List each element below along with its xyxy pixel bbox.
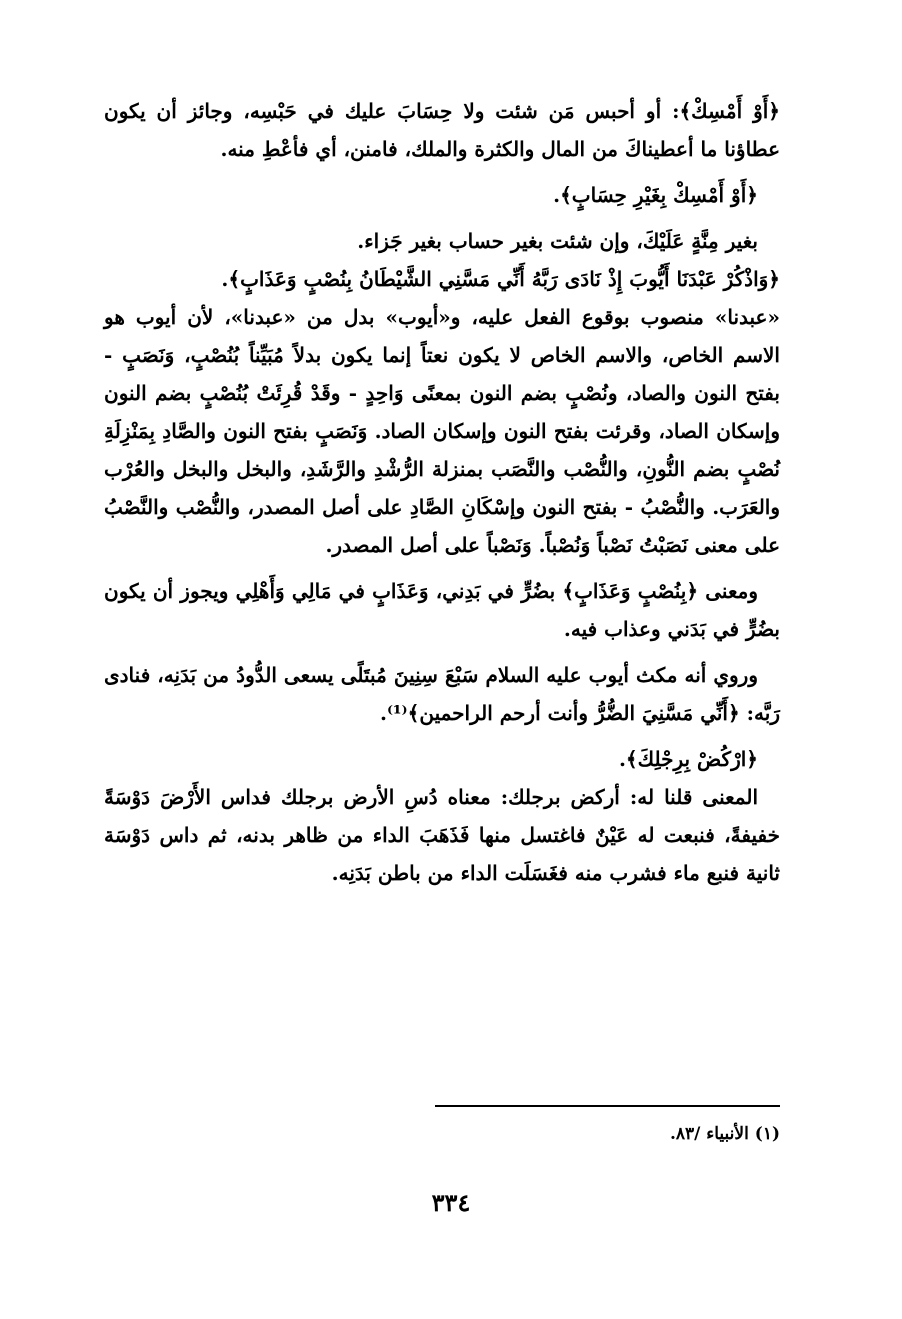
paragraph-8: ﴿ارْكُضْ بِرِجْلِكَ﴾. <box>618 747 758 771</box>
main-text <box>104 92 780 892</box>
paragraph-6: ومعنى ﴿بِنُصْبٍ وَعَذَابٍ﴾ بضُرٍّ في بَدِني، وَعَذَابٍ في مَالِي وَأَهْلِي ويجوز أن يكون بضُرٍّ في بَدَني وعذاب فيه. <box>104 579 780 641</box>
paragraph-2: ﴿أَوْ أَمْسِكْ بِغَيْرِ حِسَابٍ﴾. <box>553 183 758 207</box>
footnote-divider <box>435 1105 780 1107</box>
page-number: ٣٣٤ <box>431 1188 471 1217</box>
paragraph-7: وروي أنه مكث أيوب عليه السلام سَبْعَ سِنِينَ مُبتَلًى يسعى الدُّودُ من بَدَنِه، فنادى رَبَّه: ﴿أَنِّي مَسَّنِيَ الضُّرُّ وأنت أرحم الراحمين﴾⁽¹⁾. <box>104 663 780 725</box>
paragraph-1: ﴿أَوْ أَمْسِكْ﴾: أو أحبس مَن شئت ولا حِسَابَ عليك في حَبْسِه، وجائز أن يكون عطاؤنا ما أعطيناكَ من المال والكثرة والملك، فامنن، أي فأعْطِ منه. <box>104 99 780 161</box>
paragraph-9: المعنى قلنا له: أركض برجلك: معناه دُسِ الأرض برجلك فداس الأَرْضَ دَوْسَةً خفيفةً، فنبعت له عَيْنٌ فاغتسل منها فَذَهَبَ الداء من ظاهر بدنه، ثم داس دَوْسَة ثانية فنبع ماء فشرب منه فغَسَلَت الداء من باطن بَدَنِه. <box>104 785 780 885</box>
footnote: (١) الأنبياء /٨٣. <box>669 1124 780 1144</box>
paragraph-5: «عبدنا» منصوب بوقوع الفعل عليه، و«أيوب» بدل من «عبدنا»، لأن أيوب هو الاسم الخاص، والاسم الخاص لا يكون نعتاً إنما يكون بدلاً مُبَيِّناً بُنُصْبٍ، وَنَصَبٍ - بفتح النون والصاد، ونُصْبٍ بضم النون بمعنًى وَاحِدٍ - وقَدْ قُرِئَتْ بُنُصْبٍ بضم النون وإسكان الصاد، وقرئت بفتح النون وإسكان الصاد. وَنَصَبٍ بفتح النون والصَّادِ بِمَنْزِلَةِ نُصْبٍ بضم النُّونِ، والنُّصْب والنَّصَب بمنزلة الرُّشْدِ والرَّشَدِ، والبخل والبخل والعُرْب والعَرَب. والنُّصْبُ - بفتح النون وإسْكَانِ الصَّادِ على أصل المصدر، والنُّصْب والنَّصْبُ على معنى نَصَبْتُ نَصْباً وَنُصْباً. وَنَصْباً على أصل المصدر. <box>104 305 780 557</box>
paragraph-4: ﴿وَاذْكُرْ عَبْدَنَا أَيُّوبَ إِذْ نَادَى رَبَّهُ أَنِّي مَسَّنِي الشَّيْطَانُ بِنُصْبٍ وَعَذَابٍ﴾. <box>221 267 780 291</box>
paragraph-3: بغير مِنَّةٍ عَلَيْكَ، وإن شئت بغير حساب بغير جَزاء. <box>357 229 758 253</box>
